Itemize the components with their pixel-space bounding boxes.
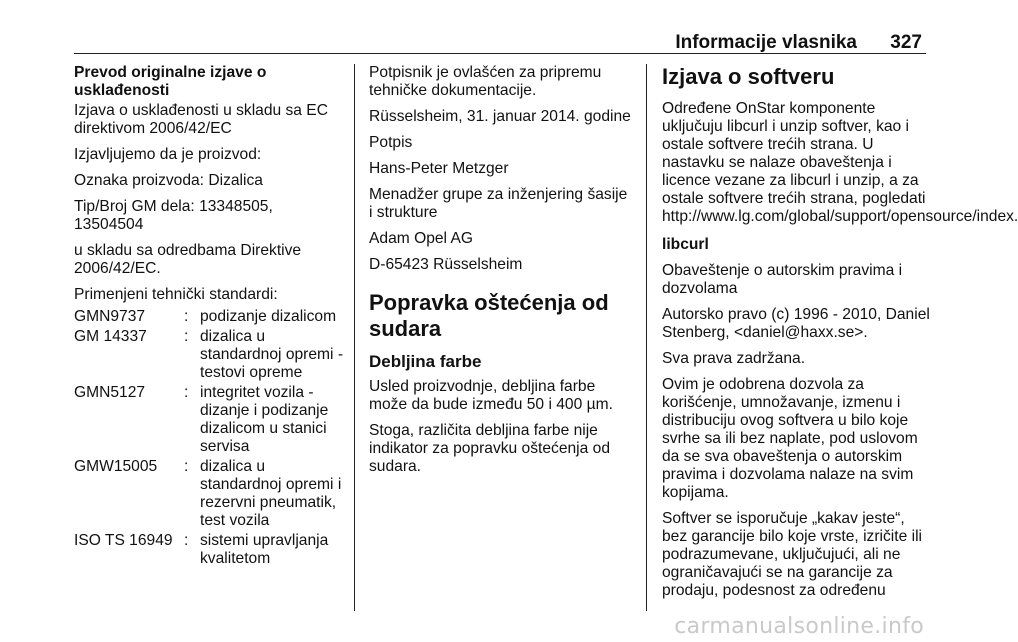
watermark: carmanualsonline.info bbox=[674, 614, 924, 639]
paragraph: Tip/Broj GM dela: 13348505, 13504504 bbox=[74, 198, 273, 233]
standard-description: dizalica u standardnoj opremi i rezervni pneumatik, test vozila bbox=[200, 458, 342, 529]
standard-separator: : bbox=[184, 308, 189, 325]
standard-description: sistemi upravljanja kvalitetom bbox=[200, 532, 329, 567]
table-row bbox=[74, 308, 344, 328]
standard-code: GM 14337 bbox=[74, 328, 147, 345]
paragraph: u skladu sa odredbama Direktive 2006/42/EC. bbox=[74, 242, 302, 277]
table-row bbox=[74, 532, 344, 570]
paragraph: Hans-Peter Metzger bbox=[369, 160, 509, 177]
table-row bbox=[74, 458, 344, 532]
paragraph: Adam Opel AG bbox=[369, 230, 474, 247]
paragraph: Ovim je odobrena dozvola za korišćenje, umnožavanje, izmenu i distribuciju ovog softvera u bilo koje svrhe sa ili bez naplate, pod uslovom da se sva obaveštenja o autorskim pravima i dozvolama nalaze na svim kopijama. bbox=[662, 376, 918, 501]
subheading-libcurl: libcurl bbox=[662, 236, 709, 253]
paragraph: Obaveštenje o autorskim pravima i dozvolama bbox=[662, 262, 903, 297]
paragraph: Potpis bbox=[369, 134, 413, 151]
standard-description: integritet vozila - dizanje i podizanje dizalicom u stanici servisa bbox=[200, 384, 329, 455]
standard-code: GMN5127 bbox=[74, 384, 146, 401]
paragraph: Potpisnik je ovlašćen za pripremu tehničke dokumentacije. bbox=[369, 64, 602, 99]
standard-code: GMN9737 bbox=[74, 308, 146, 325]
paragraph: Sva prava zadržana. bbox=[662, 350, 806, 367]
standard-separator: : bbox=[184, 384, 189, 401]
column-divider-2 bbox=[646, 64, 647, 611]
standard-description: dizalica u standardnoj opremi - testovi opreme bbox=[200, 328, 344, 381]
paragraph: Usled proizvodnje, debljina farbe može da bude između 50 i 400 µm. bbox=[369, 378, 613, 413]
paragraph: Izjava o usklađenosti u skladu sa EC direktivom 2006/42/EC bbox=[74, 102, 328, 137]
column-divider-1 bbox=[354, 64, 355, 611]
paragraph: Autorsko pravo (c) 1996 - 2010, Daniel Stenberg, <daniel@haxx.se>. bbox=[662, 306, 930, 341]
paragraph: Rüsselsheim, 31. januar 2014. godine bbox=[369, 108, 631, 125]
column-left bbox=[74, 64, 346, 570]
column-right bbox=[662, 64, 1018, 608]
table-row bbox=[74, 328, 344, 384]
section-title-software: Izjava o softveru bbox=[662, 64, 835, 89]
page-number: 327 bbox=[890, 32, 922, 53]
column-middle bbox=[369, 64, 635, 484]
declaration-heading: Prevod originalne izjave o usklađenosti bbox=[74, 64, 267, 99]
standard-code: ISO TS 16949 bbox=[74, 532, 173, 549]
paragraph: Izjavljujemo da je proizvod: bbox=[74, 146, 262, 163]
paragraph: Oznaka proizvoda: Dizalica bbox=[74, 172, 263, 189]
subsection-title-paint-thickness: Debljina farbe bbox=[369, 352, 482, 371]
standards-table bbox=[74, 308, 344, 570]
section-title-collision-repair: Popravka oštećenja od sudara bbox=[369, 290, 609, 341]
paragraph: Određene OnStar komponente uključuju libcurl i unzip softver, kao i ostale softvere trećih strana. U nastavku se nalaze obaveštenja i licence vezane za libcurl i unzip, a za ostale softvere trećih strana, pogledati http://www.lg.com/global/support/opensource/index. bbox=[662, 100, 1018, 225]
standard-separator: : bbox=[184, 458, 189, 475]
table-row bbox=[74, 384, 344, 458]
standard-separator: : bbox=[184, 532, 189, 549]
paragraph: D-65423 Rüsselsheim bbox=[369, 256, 523, 273]
paragraph: Menadžer grupe za inženjering šasije i strukture bbox=[369, 186, 628, 221]
paragraph: Softver se isporučuje „kakav jeste“, bez garancije bilo koje vrste, izričite ili podrazumevane, uključujući, ali ne ograničavajući se na garancije za prodaju, podesnost za određenu bbox=[662, 510, 922, 599]
running-header-title: Informacije vlasnika bbox=[675, 32, 857, 53]
paragraph: Stoga, različita debljina farbe nije indikator za popravku oštećenja od sudara. bbox=[369, 422, 610, 475]
paragraph: Primenjeni tehnički standardi: bbox=[74, 286, 278, 303]
header-rule bbox=[74, 53, 926, 54]
standard-separator: : bbox=[184, 328, 189, 345]
standard-description: podizanje dizalicom bbox=[200, 308, 337, 325]
standard-code: GMW15005 bbox=[74, 458, 158, 475]
